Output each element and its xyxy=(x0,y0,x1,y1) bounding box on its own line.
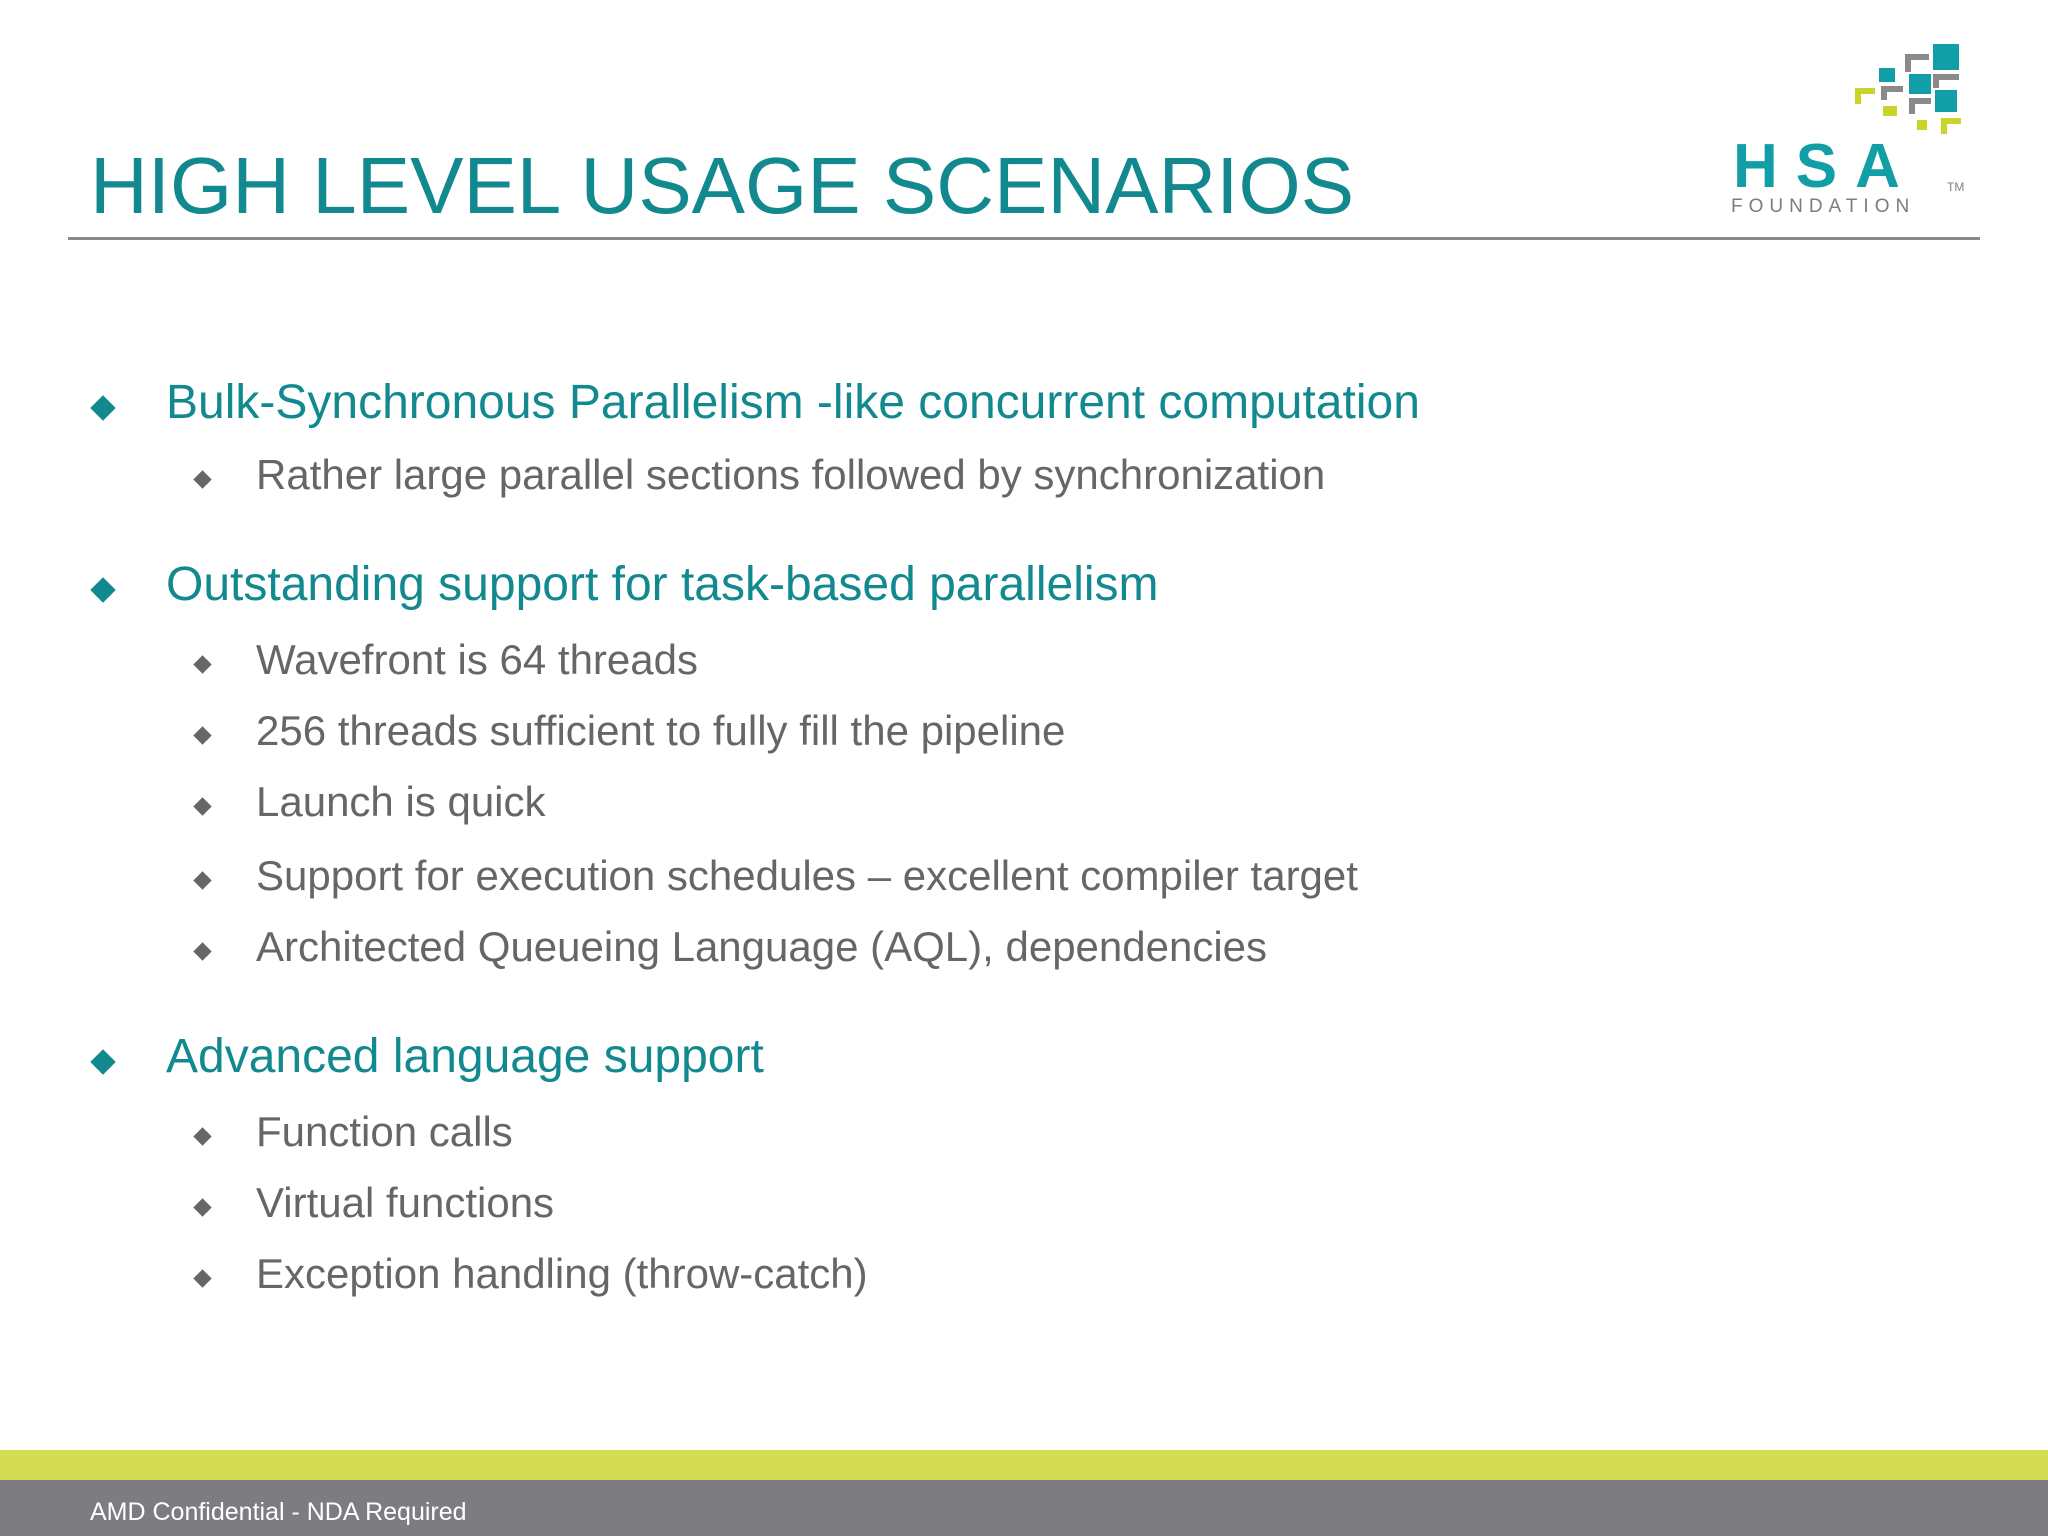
logo-subtitle: FOUNDATION xyxy=(1731,196,1916,217)
footer-confidential-notice: AMD Confidential - NDA Required xyxy=(90,1498,467,1526)
bullet-level1: Advanced language support xyxy=(166,1030,764,1083)
diamond-bullet-icon xyxy=(193,797,211,815)
bullet-level2: Function calls xyxy=(256,1108,513,1155)
bullet-level2: Architected Queueing Language (AQL), dependencies xyxy=(256,923,1268,970)
logo-trademark: TM xyxy=(1947,180,1965,194)
diamond-bullet-icon xyxy=(193,1269,211,1287)
diamond-bullet-icon xyxy=(193,871,211,889)
diamond-bullet-icon xyxy=(193,1198,211,1216)
diamond-bullet-icon xyxy=(90,577,115,602)
bullet-level2: Exception handling (throw-catch) xyxy=(256,1250,868,1297)
bullet-level2: 256 threads sufficient to fully fill the pipeline xyxy=(256,707,1066,754)
diamond-bullet-icon xyxy=(193,470,211,488)
bullet-level2: Rather large parallel sections followed by synchronization xyxy=(256,451,1326,498)
slide-title: HIGH LEVEL USAGE SCENARIOS xyxy=(90,141,1355,230)
diamond-bullet-icon xyxy=(90,395,115,420)
diamond-bullet-icon xyxy=(90,1049,115,1074)
bullet-level2: Launch is quick xyxy=(256,778,546,825)
bullet-level1: Bulk-Synchronous Parallelism -like concurrent computation xyxy=(166,376,1420,429)
bullet-level2: Support for execution schedules – excellent compiler target xyxy=(256,852,1358,899)
diamond-bullet-icon xyxy=(193,655,211,673)
logo-wordmark: HSA xyxy=(1733,132,1918,201)
bullet-level1: Outstanding support for task-based parallelism xyxy=(166,558,1159,611)
bullet-level2: Virtual functions xyxy=(256,1179,555,1226)
diamond-bullet-icon xyxy=(193,942,211,960)
footer-accent-bar xyxy=(0,1450,2048,1480)
bullet-level2: Wavefront is 64 threads xyxy=(256,636,698,683)
diamond-bullet-icon xyxy=(193,1127,211,1145)
diamond-bullet-icon xyxy=(193,726,211,744)
